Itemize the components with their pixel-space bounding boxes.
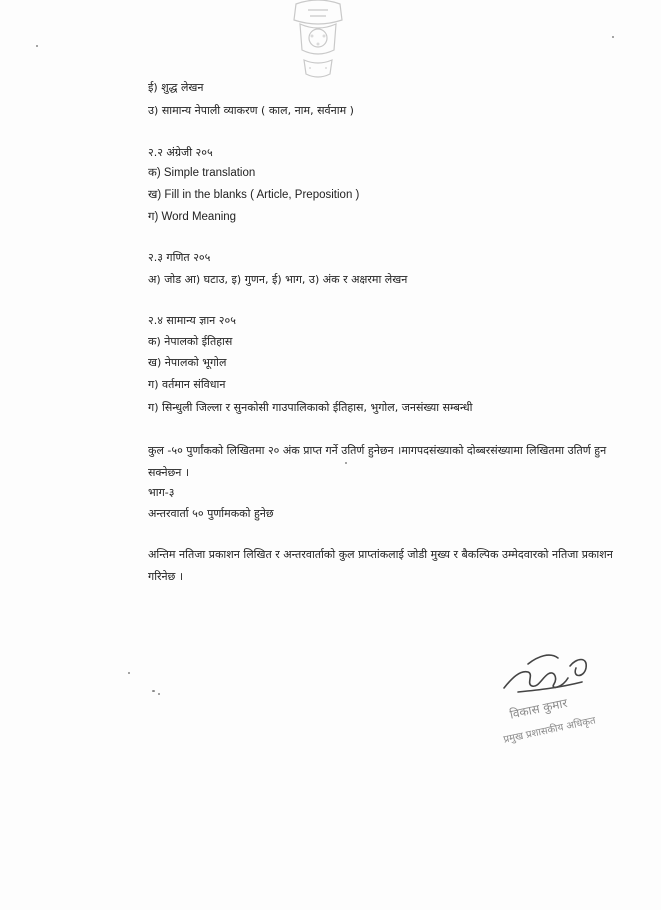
scan-speck xyxy=(152,690,155,692)
list-item-fill-in-blanks: ख) Fill in the blanks ( Article, Preposition ) xyxy=(148,189,360,201)
scan-speck xyxy=(128,672,130,674)
official-seal-icon xyxy=(286,0,350,82)
list-item-nepal-geography: ख) नेपालको भूगोल xyxy=(148,356,227,369)
list-item-current-constitution: ग) वर्तमान संविधान xyxy=(148,378,226,391)
list-item-word-meaning: ग) Word Meaning xyxy=(148,211,237,223)
list-item-nepal-history: क) नेपालको ईतिहास xyxy=(148,335,233,348)
section-heading-part-3: भाग-३ xyxy=(148,486,175,499)
list-item-pure-writing: ई) शुद्ध लेखन xyxy=(148,81,204,94)
scan-speck xyxy=(158,693,160,695)
section-heading-general-knowledge: २.४ सामान्य ज्ञान २०५ xyxy=(148,314,236,327)
paragraph-pass-criteria: कुल -५० पुर्णांकको लिखितमा २० अंक प्राप्त गर्ने उतिर्ण हुनेछन ।मागपदसंख्याको दोब्बरसंख्यामा लिखितमा उतिर्ण हुन सक्नेछन । xyxy=(148,444,607,479)
stamp-name: विकास कुमार xyxy=(508,695,569,722)
scan-speck xyxy=(345,462,347,464)
signature-icon xyxy=(498,648,608,698)
scan-speck xyxy=(612,36,614,38)
list-item-simple-translation: क) Simple translation xyxy=(148,167,256,179)
list-item-sindhuli-sunkoshi: ग) सिन्धुली जिल्ला र सुनकोसी गाउपालिकाको ईतिहास, भुगोल, जनसंख्या सम्बन्धी xyxy=(148,401,473,414)
section-heading-english: २.२ अंग्रेजी २०५ xyxy=(148,146,213,159)
paragraph-interview-marks: अन्तरवार्ता ५० पुर्णामकको हुनेछ xyxy=(148,507,274,520)
stamp-designation: प्रमुख प्रशासकीय अधिकृत xyxy=(502,715,597,746)
list-item-nepali-grammar: उ) सामान्य नेपाली व्याकरण ( काल, नाम, सर्वनाम ) xyxy=(148,104,354,117)
list-item-math-operations: अ) जोड आ) घटाउ, इ) गुणन, ई) भाग, उ) अंक र अक्षरमा लेखन xyxy=(148,273,408,286)
scan-speck xyxy=(36,45,38,47)
section-heading-mathematics: २.३ गणित २०५ xyxy=(148,251,211,264)
paragraph-final-result: अन्तिम नतिजा प्रकाशन लिखित र अन्तरवार्ताको कुल प्राप्तांकलाई जोडी मुख्य र बैकल्पिक उम्मेदवारको नतिजा प्रकाशन गरिनेछ । xyxy=(148,548,613,583)
